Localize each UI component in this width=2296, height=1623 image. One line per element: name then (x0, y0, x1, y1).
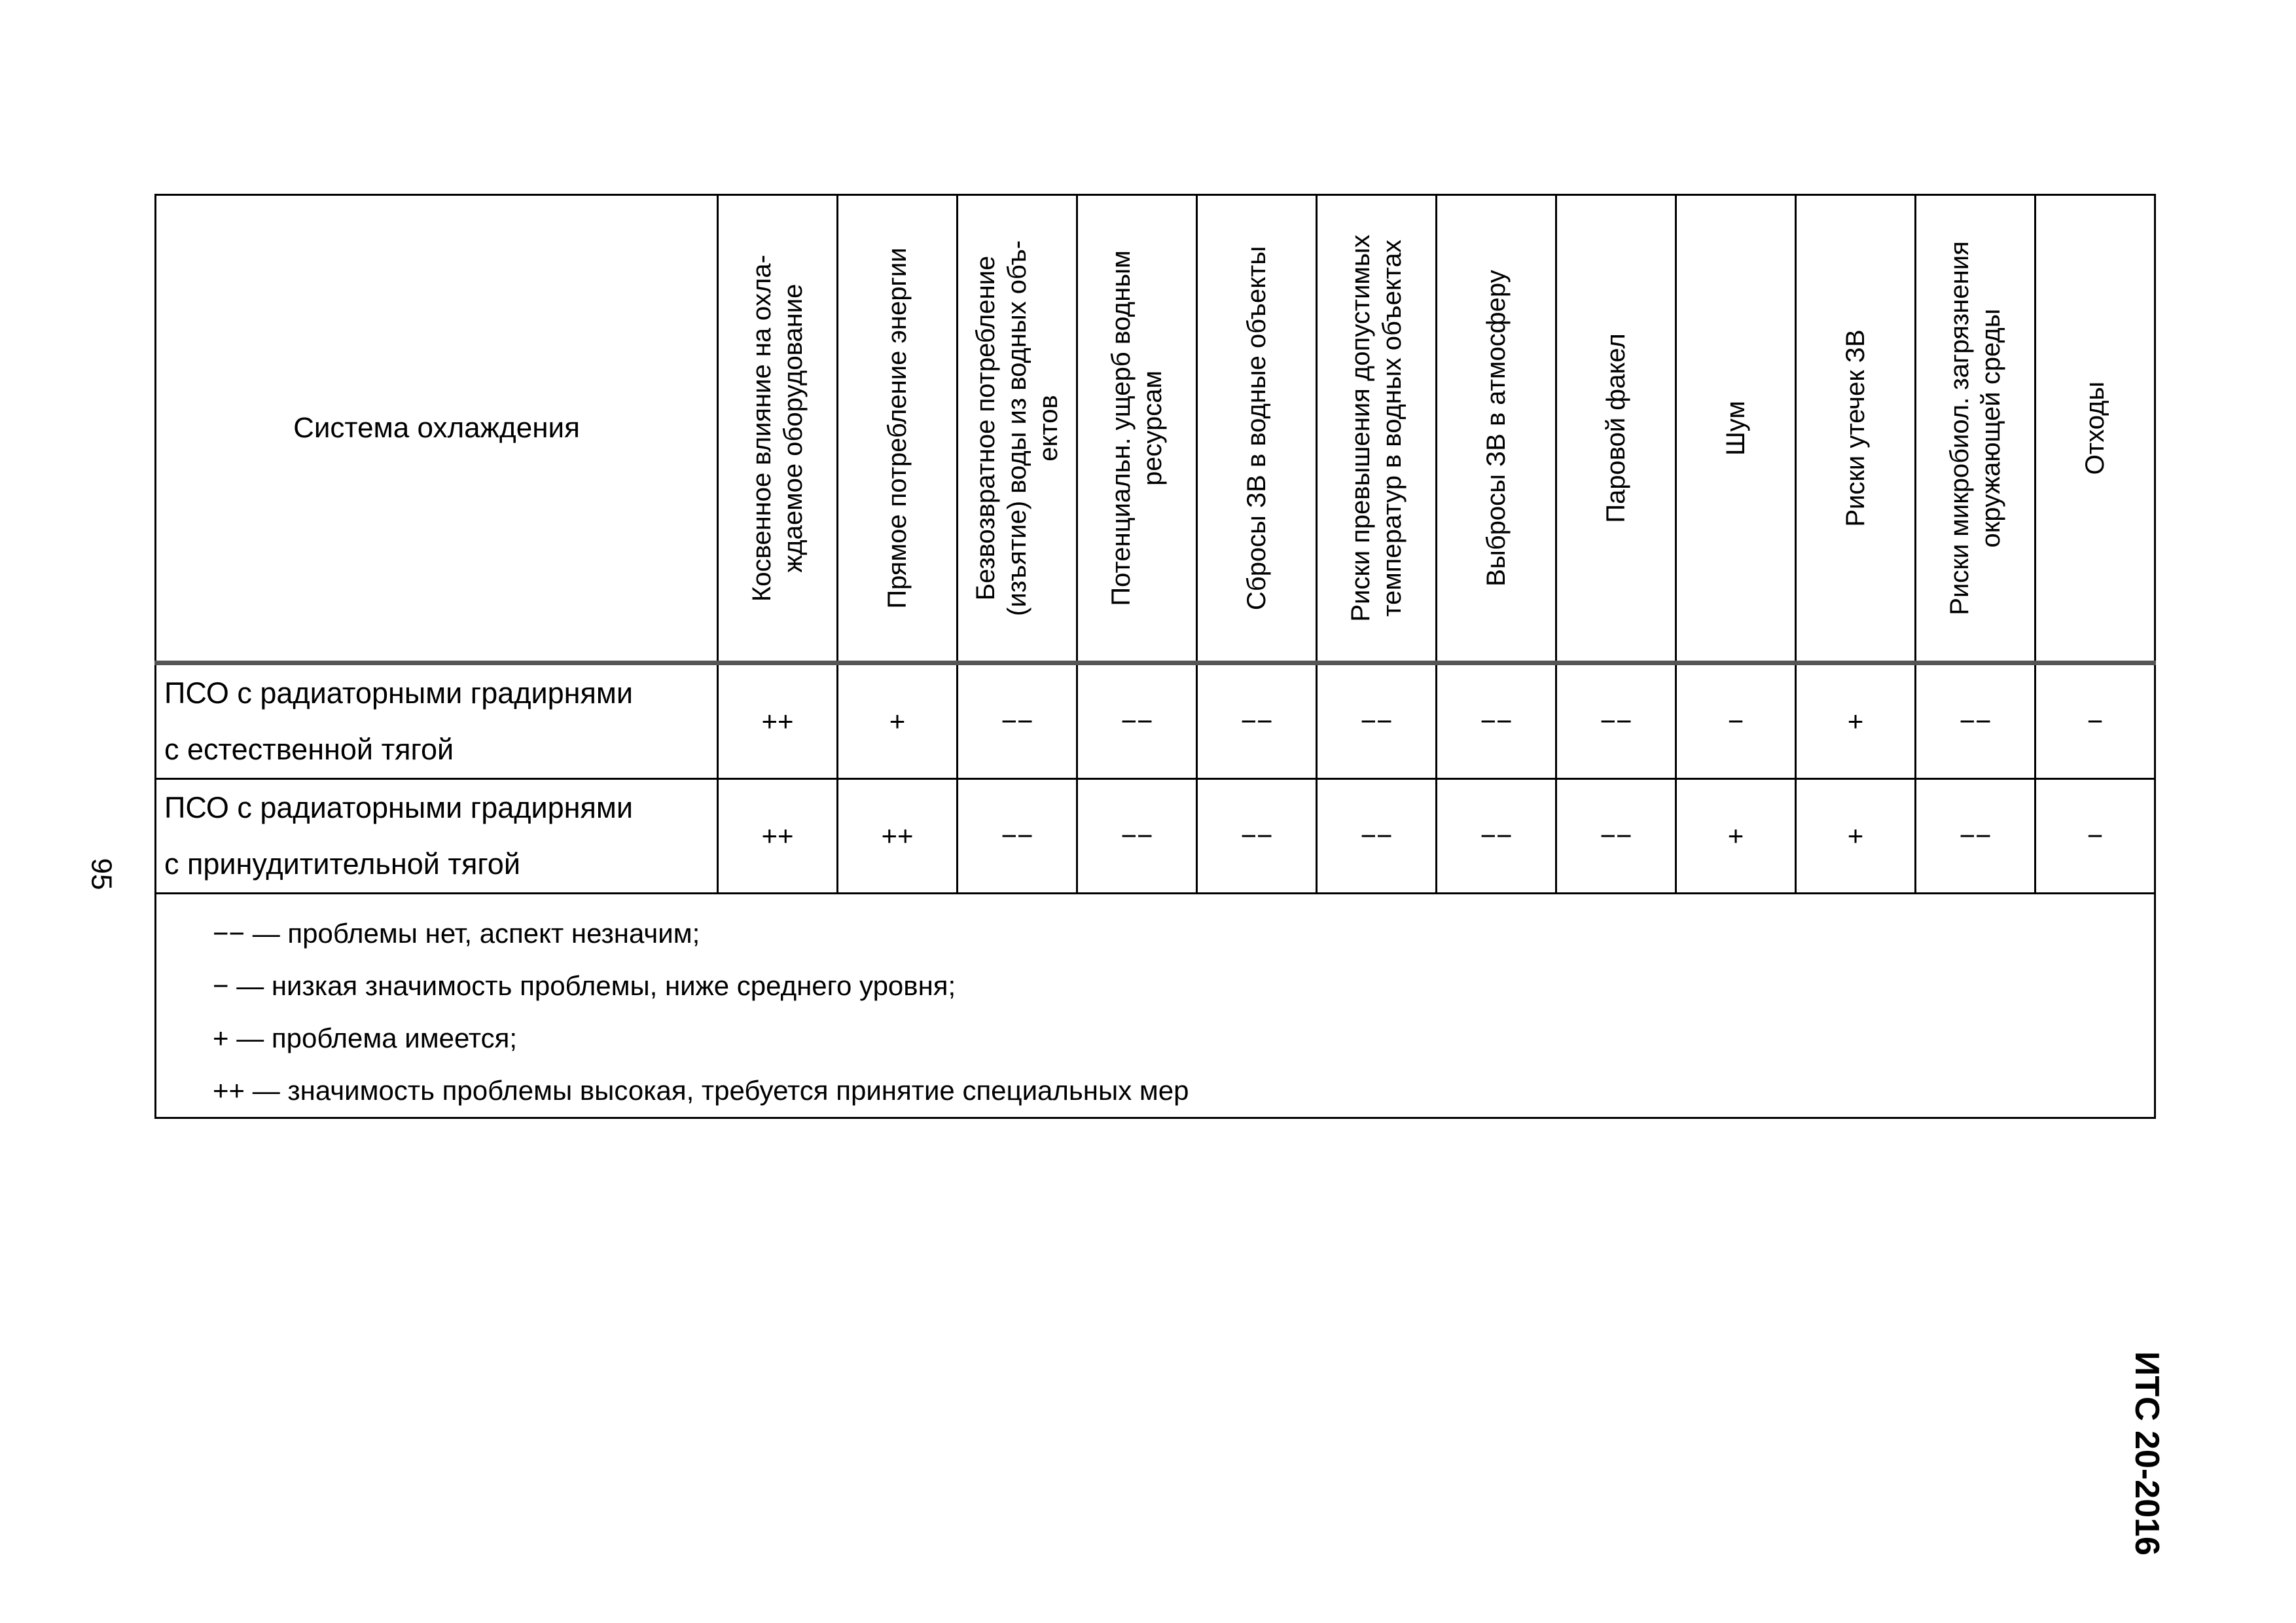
table-cell: −− (1556, 663, 1676, 779)
table-cell: ++ (718, 779, 838, 894)
header-water-discharge: Сбросы ЗВ в водные объекты (1197, 195, 1317, 663)
table-cell: −− (1556, 779, 1676, 894)
header-water-damage: Потенциальн. ущерб водным ресурсам (1077, 195, 1197, 663)
table-cell: + (1796, 779, 1916, 894)
header-steam-plume: Паровой факел (1556, 195, 1676, 663)
table-row (156, 779, 2155, 894)
table-cell: − (1676, 663, 1796, 779)
cooling-systems-table (154, 194, 2156, 1119)
table-cell: −− (1197, 663, 1317, 779)
table-cell: −− (1916, 663, 2036, 779)
table-cell: + (1676, 779, 1796, 894)
header-row (156, 195, 2155, 663)
page-number: 95 (85, 858, 118, 890)
table-cell: −− (1077, 663, 1197, 779)
row-label: ПСО с радиаторными градирнями с естественной тягой (156, 663, 718, 779)
table-cell: − (2036, 779, 2155, 894)
legend-item: + — проблема имеется; (213, 1023, 518, 1053)
table-cell: − (2036, 663, 2155, 779)
header-noise: Шум (1676, 195, 1796, 663)
document-code: ИТС 20-2016 (2128, 1351, 2166, 1556)
table-cell: −− (1437, 663, 1556, 779)
table-cell: ++ (718, 663, 838, 779)
header-water-consumption: Безвозвратное потребление (изъятие) воды из водных объ- ектов (958, 195, 1077, 663)
table-cell: −− (958, 779, 1077, 894)
table-cell: −− (1437, 779, 1556, 894)
header-cooling-system: Система охлаждения (156, 195, 718, 663)
table-cell: −− (1317, 663, 1437, 779)
table-cell: −− (1916, 779, 2036, 894)
table-cell: −− (1077, 779, 1197, 894)
header-leak-risk: Риски утечек ЗВ (1796, 195, 1916, 663)
legend-item: ++ — значимость проблемы высокая, требуется принятие специальных мер (213, 1075, 1189, 1106)
row-label: ПСО с радиаторными градирнями с принудитительной тягой (156, 779, 718, 894)
table-cell: −− (1197, 779, 1317, 894)
table-row (156, 663, 2155, 779)
legend-item: −− — проблемы нет, аспект незначим; (213, 918, 700, 949)
header-indirect-effect: Косвенное влияние на охла- ждаемое оборудование (718, 195, 838, 663)
header-microbial-risk: Риски микробиол. загрязнения окружающей среды (1916, 195, 2036, 663)
table-cell: + (1796, 663, 1916, 779)
header-air-emissions: Выбросы ЗВ в атмосферу (1437, 195, 1556, 663)
header-direct-energy: Прямое потребление энергии (838, 195, 958, 663)
header-temperature-risk: Риски превышения допустимых температур в водных объектах (1317, 195, 1437, 663)
table-cell: −− (958, 663, 1077, 779)
legend-item: − — низкая значимость проблемы, ниже среднего уровня; (213, 970, 956, 1001)
table-cell: −− (1317, 779, 1437, 894)
legend (156, 894, 2155, 1118)
table-cell: ++ (838, 779, 958, 894)
legend-row (156, 894, 2155, 1118)
header-waste: Отходы (2036, 195, 2155, 663)
table-cell: + (838, 663, 958, 779)
